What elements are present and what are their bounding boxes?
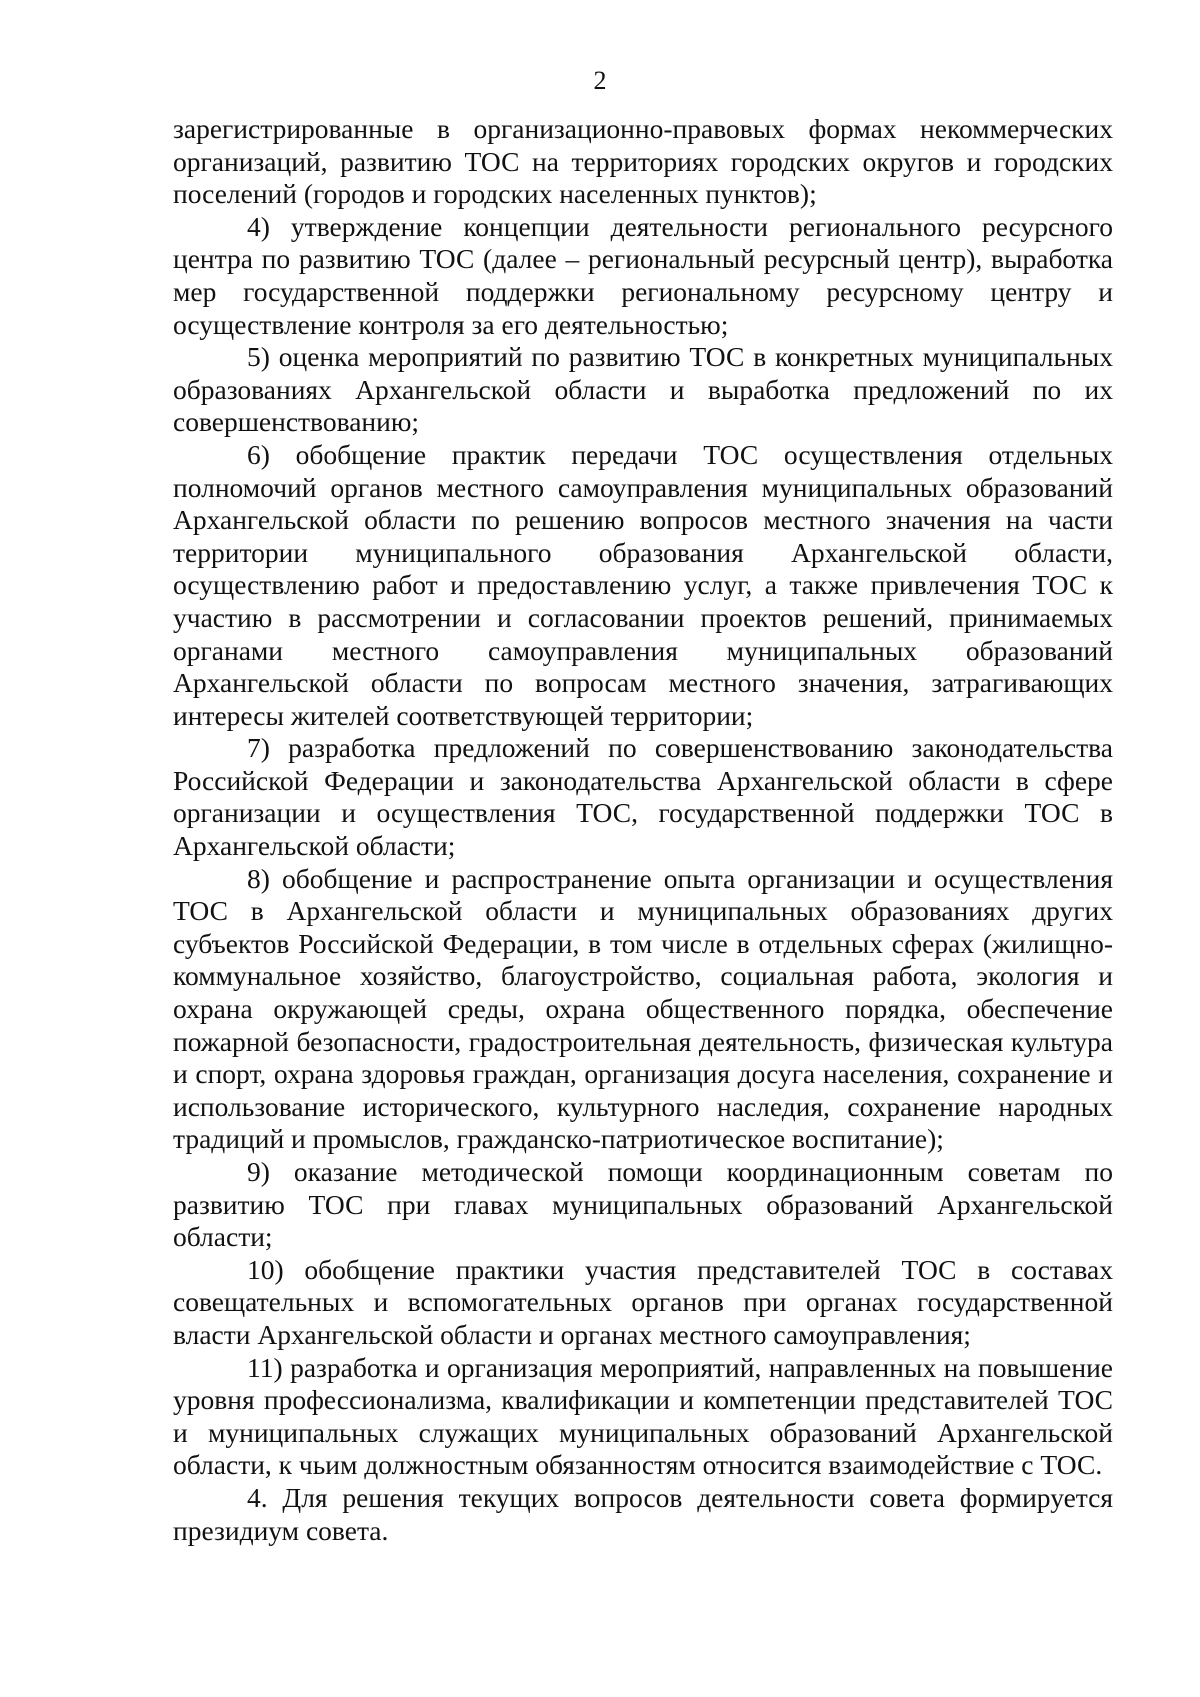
paragraph-item-9: 9) оказание методической помощи координационным советам по развитию ТОС при главах муниципальных образований Архангельской области; — [173, 1156, 1113, 1253]
paragraph-section-4: 4. Для решения текущих вопросов деятельности совета формируется президиум совета. — [173, 1481, 1113, 1546]
paragraph-item-5: 5) оценка мероприятий по развитию ТОС в конкретных муниципальных образованиях Архангельской области и выработка предложений по их совершенствованию; — [173, 341, 1113, 438]
paragraph-item-4: 4) утверждение концепции деятельности регионального ресурсного центра по развитию ТОС (далее – региональный ресурсный центр), выработка мер государственной поддержки региональному ресурсному центру и осуществление контроля за его деятельностью; — [173, 210, 1113, 340]
document-body — [173, 113, 1113, 1547]
paragraph-item-10: 10) обобщение практики участия представителей ТОС в составах совещательных и вспомогательных органов при органах государственной власти Архангельской области и органах местного самоуправления; — [173, 1253, 1113, 1350]
paragraph-item-11: 11) разработка и организация мероприятий, направленных на повышение уровня профессионализма, квалификации и компетенции представителей ТОС и муниципальных служащих муниципальных образований Архангельской области, к чьим должностным обязанностям относится взаимодействие с ТОС. — [173, 1351, 1113, 1481]
paragraph-item-7: 7) разработка предложений по совершенствованию законодательства Российской Федерации и законодательства Архангельской области в сфере организации и осуществления ТОС, государственной поддержки ТОС в Архангельской области; — [173, 732, 1113, 862]
paragraph-item-6: 6) обобщение практик передачи ТОС осуществления отдельных полномочий органов местного самоуправления муниципальных образований Архангельской области по решению вопросов местного значения на части территории муниципального образования Архангельской области, осуществлению работ и предоставлению услуг, а также привлечения ТОС к участию в рассмотрении и согласовании проектов решений, принимаемых органами местного самоуправления муниципальных образований Архангельской области по вопросам местного значения, затрагивающих интересы жителей соответствующей территории; — [173, 438, 1113, 731]
page-number: 2 — [593, 66, 607, 95]
paragraph-continuation: зарегистрированные в организационно-правовых формах некоммерческих организаций, развитию ТОС на территориях городских округов и городских поселений (городов и городских населенных пунктов); — [173, 113, 1113, 210]
paragraph-item-8: 8) обобщение и распространение опыта организации и осуществления ТОС в Архангельской области и муниципальных образованиях других субъектов Российской Федерации, в том числе в отдельных сферах (жилищно-коммунальное хозяйство, благоустройство, социальная работа, экология и охрана окружающей среды, охрана общественного порядка, обеспечение пожарной безопасности, градостроительная деятельность, физическая культура и спорт, охрана здоровья граждан, организация досуга населения, сохранение и использование исторического, культурного наследия, сохранение народных традиций и промыслов, гражданско-патриотическое воспитание); — [173, 862, 1113, 1155]
